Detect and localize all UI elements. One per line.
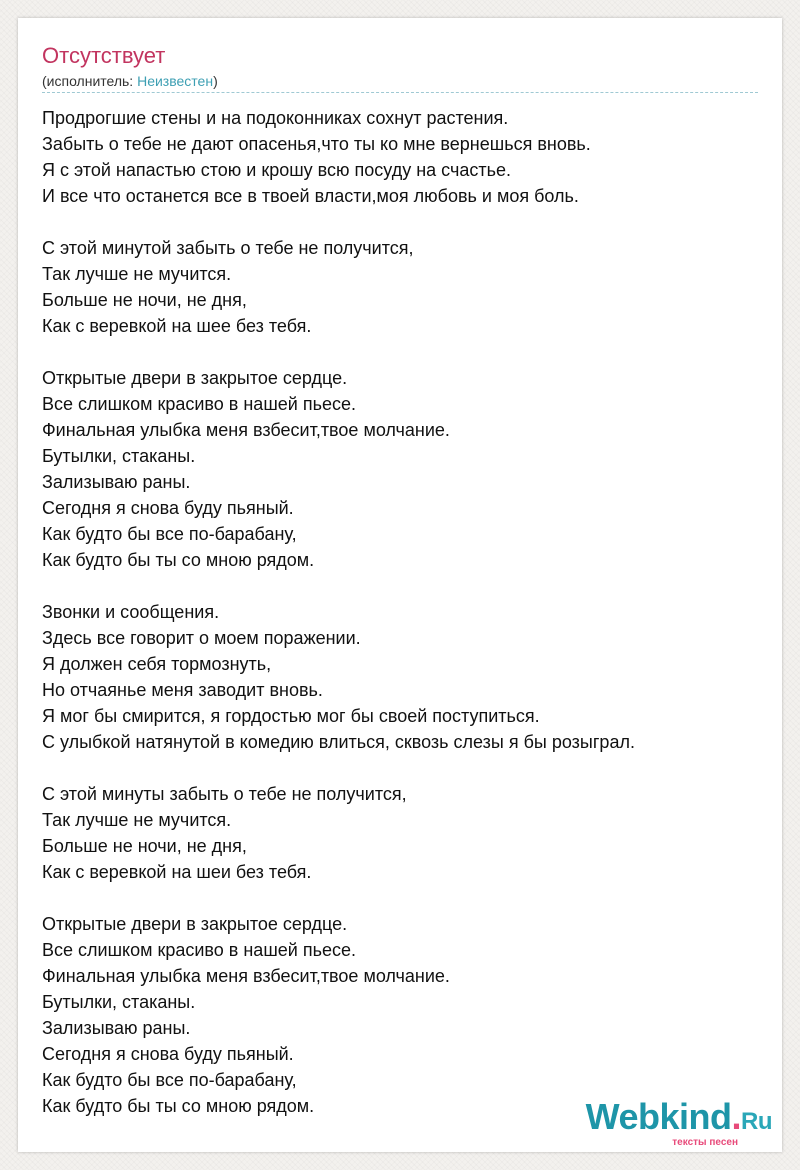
lyrics-stanza [42, 599, 762, 755]
lyric-line: Забыть о тебе не дают опасенья,что ты ко мне вернешься вновь. [42, 134, 591, 154]
lyric-line: Здесь все говорит о моем поражении. [42, 628, 361, 648]
lyric-line: С этой минуты забыть о тебе не получится, [42, 784, 407, 804]
lyric-line: Я мог бы смирится, я гордостью мог бы своей поступиться. [42, 706, 540, 726]
lyric-line: Как будто бы ты со мною рядом. [42, 550, 315, 570]
lyric-line: Открытые двери в закрытое сердце. [42, 914, 348, 934]
lyric-line: Сегодня я снова буду пьяный. [42, 498, 294, 518]
lyric-line: Больше не ночи, не дня, [42, 836, 247, 856]
artist-prefix: (исполнитель: [42, 73, 138, 89]
artist-line [42, 72, 218, 90]
lyric-line: Продрогшие стены и на подоконниках сохнут растения. [42, 108, 509, 128]
lyric-line: Как с веревкой на шее без тебя. [42, 316, 312, 336]
lyric-line: Я с этой напастью стою и крошу всю посуду на счастье. [42, 160, 511, 180]
lyric-line: Все слишком красиво в нашей пьесе. [42, 394, 356, 414]
lyrics-stanza [42, 781, 762, 885]
lyric-line: С улыбкой натянутой в комедию влиться, сквозь слезы я бы розыграл. [42, 732, 635, 752]
site-logo[interactable] [585, 1096, 772, 1148]
artist-suffix: ) [213, 73, 218, 89]
lyric-line: Звонки и сообщения. [42, 602, 220, 622]
lyric-line: Так лучше не мучится. [42, 264, 232, 284]
logo-name: Webkind [585, 1096, 732, 1137]
lyrics-card [18, 18, 782, 1152]
lyrics-text [42, 105, 762, 1145]
lyric-line: Как будто бы ты со мною рядом. [42, 1096, 315, 1116]
lyric-line: Зализываю раны. [42, 1018, 191, 1038]
lyric-line: Финальная улыбка меня взбесит,твое молчание. [42, 966, 450, 986]
lyric-line: Бутылки, стаканы. [42, 446, 196, 466]
lyric-line: Как будто бы все по-барабану, [42, 1070, 297, 1090]
logo-wordmark [585, 1096, 772, 1140]
lyric-line: Как с веревкой на шеи без тебя. [42, 862, 312, 882]
lyric-line: Все слишком красиво в нашей пьесе. [42, 940, 356, 960]
title-divider [42, 92, 758, 93]
lyric-line: С этой минутой забыть о тебе не получится, [42, 238, 414, 258]
lyric-line: Больше не ночи, не дня, [42, 290, 247, 310]
lyric-line: Как будто бы все по-барабану, [42, 524, 297, 544]
lyric-line: И все что останется все в твоей власти,моя любовь и моя боль. [42, 186, 579, 206]
lyric-line: Бутылки, стаканы. [42, 992, 196, 1012]
lyrics-stanza [42, 365, 762, 573]
lyric-line: Зализываю раны. [42, 472, 191, 492]
logo-dot: . [731, 1096, 741, 1137]
lyric-line: Сегодня я снова буду пьяный. [42, 1044, 294, 1064]
lyric-line: Финальная улыбка меня взбесит,твое молчание. [42, 420, 450, 440]
logo-tagline: тексты песен [672, 1137, 738, 1148]
lyrics-stanza [42, 911, 762, 1119]
song-title: Отсутствует [42, 43, 166, 68]
lyrics-stanza [42, 105, 762, 209]
lyrics-stanza [42, 235, 762, 339]
logo-tld: Ru [741, 1108, 772, 1135]
lyric-line: Так лучше не мучится. [42, 810, 232, 830]
lyric-line: Я должен себя тормознуть, [42, 654, 272, 674]
lyric-line: Но отчаянье меня заводит вновь. [42, 680, 323, 700]
lyric-line: Открытые двери в закрытое сердце. [42, 368, 348, 388]
artist-link[interactable]: Неизвестен [137, 73, 214, 89]
